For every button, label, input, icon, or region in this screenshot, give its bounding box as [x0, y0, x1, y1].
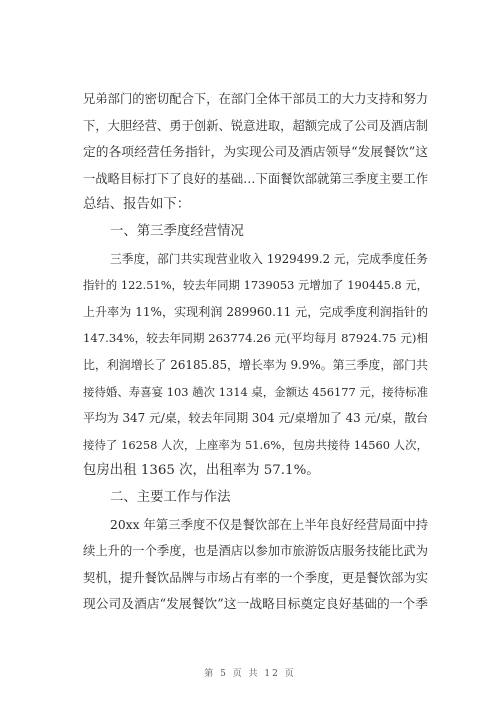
- body-line: 包房出租 1365 次，出租率为 57.1%。: [83, 463, 320, 479]
- body-line: 下，大胆经营、勇于创新、锐意进取，超额完成了公司及酒店制: [83, 118, 428, 133]
- body-line: 接待了 16258 人次，上座率为 51.6%，包房共接待 14560 人次，: [83, 437, 428, 452]
- body-line: 兄弟部门的密切配合下，在部门全体干部员工的大力支持和努力: [83, 92, 428, 106]
- body-line: 续上升的一个季度，也是酒店以参加市旅游饭店服务技能比武为: [83, 544, 428, 559]
- body-line: 指针的 122.51%，较去年同期 1739053 元增加了 190445.8 元，: [83, 278, 428, 293]
- page-number: 第 5 页 共 12 页: [204, 669, 296, 679]
- body-line: 比，利润增长了 26185.85，增长率为 9.9%。第三季度，部门共: [83, 357, 428, 372]
- body-line: 上升率为 11%，实现利润 289960.11 元，完成季度利润指针的: [83, 304, 428, 319]
- body-line: 147.34%，较去年同期 263774.26 元(平均每月 87924.75 元)相: [83, 331, 428, 346]
- section-heading: 一、第三季度经营情况: [110, 223, 244, 239]
- body-line: 20xx 年第三季度不仅是餐饮部在上半年良好经营局面中持: [110, 517, 428, 532]
- body-line: 三季度，部门共实现营业收入 1929499.2 元，完成季度任务: [110, 251, 428, 266]
- document-body: [83, 86, 428, 618]
- body-line: 定的各项经营任务指针，为实现公司及酒店领导“发展餐饮”这: [83, 144, 428, 160]
- body-line: 现公司及酒店“发展餐饮”这一战略目标奠定良好基础的一个季: [83, 596, 428, 612]
- section-heading: 二、主要工作与作法: [110, 489, 231, 505]
- body-line: 平均为 347 元/桌，较去年同期 304 元/桌增加了 43 元/桌，散台: [83, 411, 428, 426]
- body-line: 总结、报告如下：: [83, 197, 191, 213]
- body-line: 一战略目标打下了良好的基础…下面餐饮部就第三季度主要工作: [83, 171, 428, 186]
- body-line: 接待婚、寿喜宴 103 趟次 1314 桌，金额达 456177 元，接待标准: [83, 384, 428, 399]
- body-line: 契机，提升餐饮品牌与市场占有率的一个季度，更是餐饮部为实: [83, 570, 428, 585]
